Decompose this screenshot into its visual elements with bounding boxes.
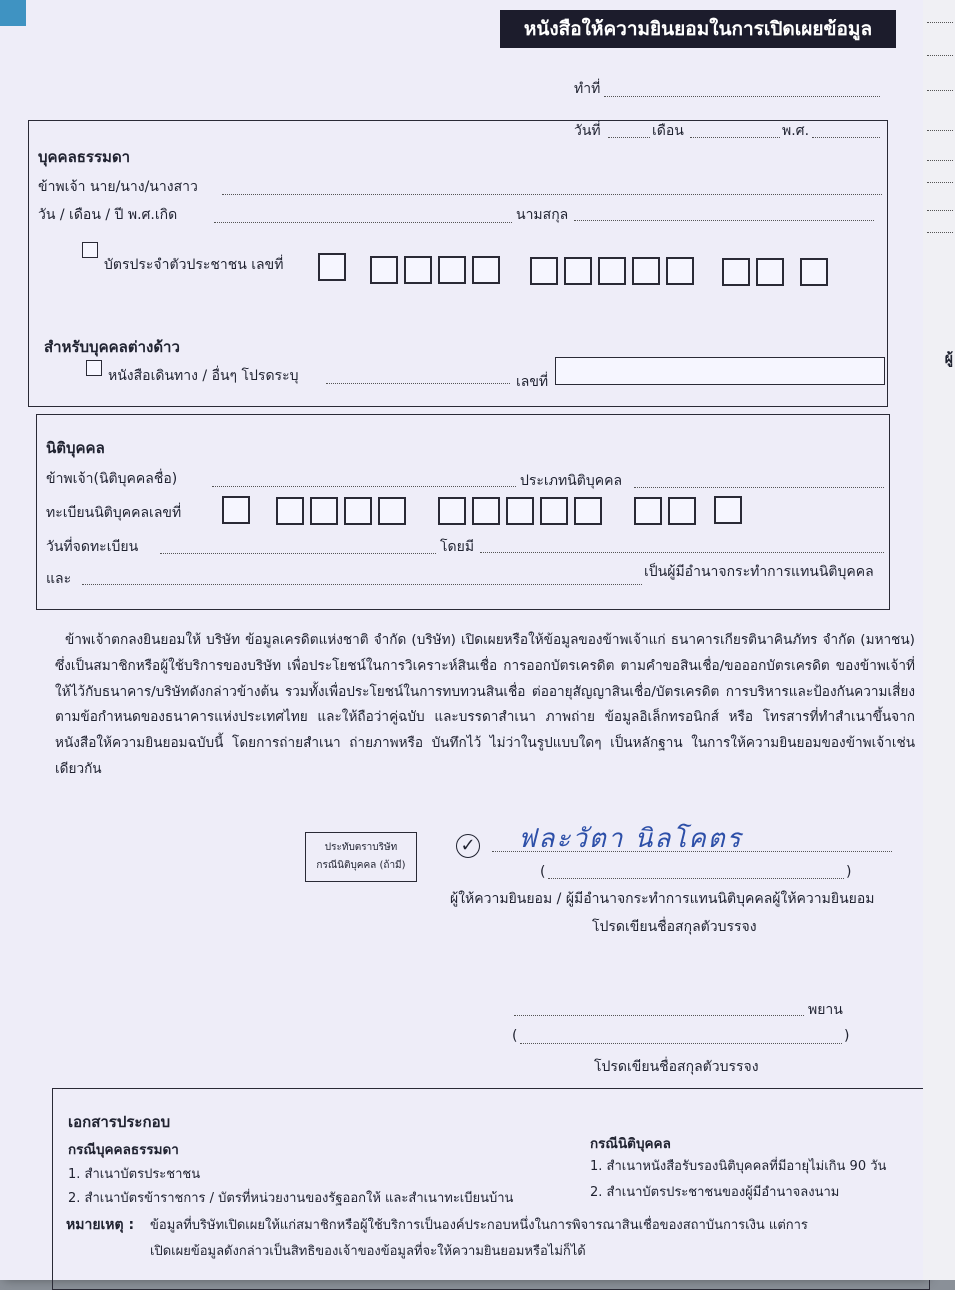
reg-date-label: วันที่จดทะเบียน [46, 539, 139, 555]
name-field[interactable] [222, 194, 882, 195]
juristic-name-label: ข้าพเจ้า(นิติบุคคลชื่อ) [46, 471, 178, 487]
id-digit-box[interactable] [722, 258, 750, 286]
company-stamp-box [305, 832, 417, 882]
id-digit-box[interactable] [666, 257, 694, 285]
reg-digit-box[interactable] [714, 496, 742, 524]
foreigner-heading: สำหรับบุคคลต่างด้าว [44, 338, 180, 356]
reg-digit-box[interactable] [668, 497, 696, 525]
stamp-line-1: ประทับตราบริษัท [324, 842, 398, 853]
by-label: โดยมี [440, 539, 475, 555]
corner-tab [0, 0, 26, 26]
witness-print-name-note: โปรดเขียนชื่อสกุลตัวบรรจง [594, 1059, 759, 1075]
witness-name-field[interactable] [520, 1043, 842, 1044]
print-name-note: โปรดเขียนชื่อสกุลตัวบรรจง [592, 919, 757, 935]
juristic-docs-heading: กรณีนิติบุคคล [590, 1136, 671, 1152]
name-paren-open: ( [540, 864, 546, 880]
dob-label: วัน / เดือน / ปี พ.ศ.เกิด [38, 207, 178, 223]
date-month-label: เดือน [652, 123, 684, 139]
natural-doc-item: 1. สำเนาบัตรประชาชน [68, 1167, 201, 1182]
reg-digit-box[interactable] [634, 497, 662, 525]
witness-label: พยาน [808, 1002, 843, 1018]
reg-digit-box[interactable] [310, 497, 338, 525]
signer-name-field[interactable] [548, 878, 844, 879]
and-label: และ [46, 571, 72, 587]
witness-paren-open: ( [512, 1028, 518, 1044]
id-digit-box[interactable] [370, 256, 398, 284]
documents-heading: เอกสารประกอบ [68, 1113, 171, 1131]
name-label: ข้าพเจ้า นาย/นาง/นางสาว [38, 179, 198, 195]
reg-digit-box[interactable] [276, 497, 304, 525]
made-at-label: ทำที่ [574, 81, 601, 97]
name-paren-close: ) [846, 864, 852, 880]
juristic-person-heading: นิติบุคคล [46, 439, 105, 457]
note-line-1: ข้อมูลที่บริษัทเปิดเผยให้แก่สมาชิกหรือผู้ใช้บริการเป็นองค์ประกอบหนึ่งในการพิจารณาสินเชื่อของสถาบันการเงิน แต่การ [150, 1218, 808, 1233]
id-digit-box[interactable] [800, 258, 828, 286]
dob-field[interactable] [214, 222, 512, 223]
handwritten-signature: ฟละวัตา นิลโคตร [518, 824, 743, 854]
passport-number-input[interactable] [555, 357, 885, 385]
id-card-checkbox[interactable] [82, 242, 98, 258]
date-year-label: พ.ศ. [782, 123, 810, 139]
form-title: หนังสือให้ความยินยอมในการเปิดเผยข้อมูล [500, 10, 896, 48]
id-digit-box[interactable] [438, 256, 466, 284]
passport-number-label: เลขที่ [516, 374, 549, 390]
reg-digit-box[interactable] [506, 497, 534, 525]
authorized-label: เป็นผู้มีอำนาจกระทำการแทนนิติบุคคล [644, 564, 874, 580]
by-field[interactable] [480, 552, 884, 553]
consenter-label: ผู้ให้ความยินยอม / ผู้มีอำนาจกระทำการแทนนิติบุคคลผู้ให้ความยินยอม [450, 891, 875, 907]
reg-digit-box[interactable] [540, 497, 568, 525]
juristic-doc-item: 2. สำเนาบัตรประชาชนของผู้มีอำนาจลงนาม [590, 1185, 840, 1200]
note-line-2: เปิดเผยข้อมูลดังกล่าวเป็นสิทธิของเจ้าของข้อมูลที่จะให้ความยินยอมหรือไม่ก็ได้ [150, 1244, 586, 1259]
passport-label: หนังสือเดินทาง / อื่นๆ โปรดระบุ [108, 368, 299, 384]
id-digit-box[interactable] [632, 257, 660, 285]
consent-text: ข้าพเจ้าตกลงยินยอมให้ บริษัท ข้อมูลเครดิตแห่งชาติ จำกัด (บริษัท) เปิดเผยหรือให้ข้อมูลของข้าพเจ้าแก่ ธนาคารเกียรตินาคินภัทร จำกัด (มหาชน) ซึ่งเป็นสมาชิกหรือผู้ใช้บริการของบริษัท เพื่อประโยชน์ในการวิเคราะห์สินเชื่อ การออกบัตรเครดิต ตามคำขอสินเชื่อ/ขอออกบัตรเครดิต ของข้าพเจ้าที่ให้ไว้กับธนาคาร/บริษัทดังกล่าวข้างต้น รวมทั้งเพื่อประโยชน์ในการทบทวนสินเชื่อ ต่ออายุสัญญาสินเชื่อ/บัตรเครดิต การบริหารและป้องกันความเสี่ยงตามข้อกำหนดของธนาคารแห่งประเทศไทย และให้ถือว่าคู่ฉบับ และบรรดาสำเนา ภาพถ่าย ข้อมูลอิเล็กทรอนิกส์ หรือ โทรสารที่ทำสำเนาขึ้นจากหนังสือให้ความยินยอมฉบับนี้ โดยการถ่ายสำเนา ถ่ายภาพหรือ บันทึกไว้ ไม่ว่าในรูปแบบใดๆ เป็นหลักฐาน ในการให้ความยินยอมของข้าพเจ้าเช่นเดียวกัน [55, 632, 915, 777]
witness-paren-close: ) [844, 1028, 850, 1044]
and-field[interactable] [82, 584, 642, 585]
reg-digit-box[interactable] [574, 497, 602, 525]
juristic-type-label: ประเภทนิติบุคคล [520, 473, 623, 489]
id-digit-box[interactable] [472, 256, 500, 284]
id-digit-box[interactable] [530, 257, 558, 285]
passport-type-field[interactable] [326, 383, 510, 384]
witness-signature-field[interactable] [514, 1015, 804, 1016]
passport-checkbox[interactable] [86, 360, 102, 376]
natural-person-heading: บุคคลธรรมดา [38, 148, 131, 166]
id-digit-box[interactable] [564, 257, 592, 285]
side-text: ผู้ [944, 351, 953, 367]
made-at-field[interactable] [604, 96, 880, 97]
id-digit-box[interactable] [318, 253, 346, 281]
consent-paragraph [55, 628, 915, 783]
reg-digit-box[interactable] [438, 497, 466, 525]
signature-field[interactable] [492, 851, 892, 852]
note-label: หมายเหตุ : [66, 1217, 135, 1233]
id-digit-box[interactable] [404, 256, 432, 284]
registration-label: ทะเบียนนิติบุคคลเลขที่ [46, 505, 182, 521]
underlying-page-edge [923, 0, 955, 1280]
reg-date-field[interactable] [160, 553, 436, 554]
id-card-label: บัตรประจำตัวประชาชน เลขที่ [104, 257, 284, 273]
juristic-doc-item: 1. สำเนาหนังสือรับรองนิติบุคคลที่มีอายุไม่เกิน 90 วัน [590, 1159, 887, 1174]
surname-label: นามสกุล [516, 207, 569, 223]
natural-docs-heading: กรณีบุคคลธรรมดา [68, 1142, 179, 1158]
date-day-label: วันที่ [574, 123, 601, 139]
id-digit-box[interactable] [598, 257, 626, 285]
juristic-name-field[interactable] [212, 486, 516, 487]
check-mark-icon: ✓ [456, 834, 480, 858]
id-digit-box[interactable] [756, 258, 784, 286]
reg-digit-box[interactable] [222, 496, 250, 524]
reg-digit-box[interactable] [378, 497, 406, 525]
reg-digit-box[interactable] [344, 497, 372, 525]
juristic-type-field[interactable] [634, 487, 884, 488]
surname-field[interactable] [574, 220, 874, 221]
natural-doc-item: 2. สำเนาบัตรข้าราชการ / บัตรที่หน่วยงานของรัฐออกให้ และสำเนาทะเบียนบ้าน [68, 1191, 514, 1206]
stamp-line-2: กรณีนิติบุคคล (ถ้ามี) [316, 860, 406, 871]
reg-digit-box[interactable] [472, 497, 500, 525]
